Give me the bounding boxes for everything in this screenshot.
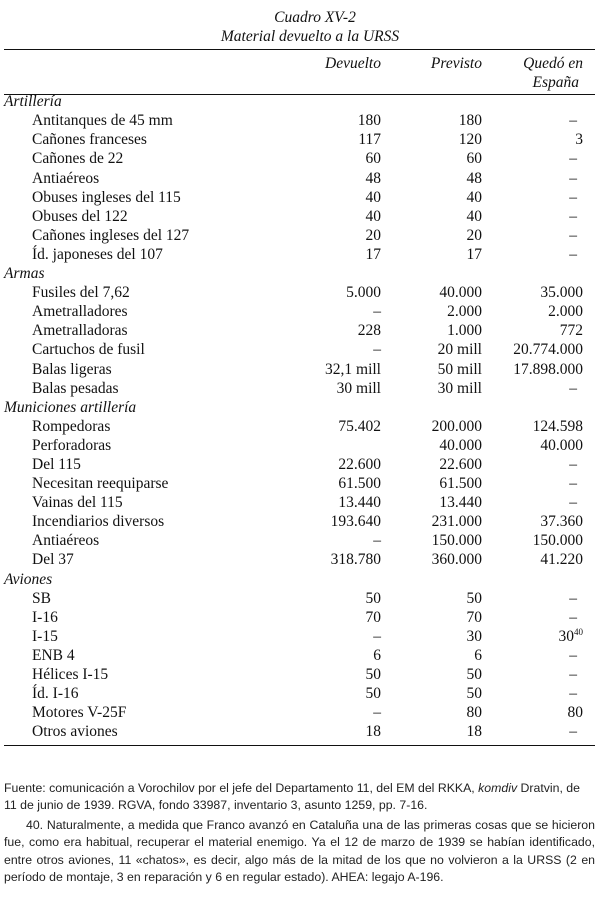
cell-devuelto: – <box>373 532 381 550</box>
row-label: Cartuchos de fusil <box>32 341 145 359</box>
bottom-rule <box>4 745 595 746</box>
cell-quedo: – <box>569 245 577 263</box>
cell-quedo: 17.898.000 <box>513 360 583 378</box>
cell-quedo: – <box>569 685 577 703</box>
cell-devuelto: 60 <box>365 150 381 168</box>
table-row <box>4 627 595 646</box>
row-label: Balas ligeras <box>32 360 112 378</box>
table-row <box>4 130 595 149</box>
cell-quedo: 20.774.000 <box>513 341 583 359</box>
cell-previsto: 120 <box>458 131 482 149</box>
cell-previsto: 80 <box>466 704 482 722</box>
row-label: Perforadoras <box>32 436 112 454</box>
cell-quedo: 41.220 <box>540 551 583 569</box>
cell-devuelto: 13.440 <box>338 494 381 512</box>
cell-quedo: 80 <box>567 704 583 722</box>
table-row <box>4 226 595 245</box>
cell-devuelto: 318.780 <box>330 551 381 569</box>
row-label: Íd. japoneses del 107 <box>32 245 163 263</box>
cell-devuelto: 40 <box>365 207 381 225</box>
cell-devuelto: 228 <box>357 322 381 340</box>
row-label: Ametralladores <box>32 303 128 321</box>
table-row <box>4 474 595 493</box>
footnote-ref: 40 <box>574 626 583 637</box>
cell-quedo: 124.598 <box>532 417 583 435</box>
cell-previsto: 48 <box>466 169 482 187</box>
col-header-devuelto: Devuelto <box>325 55 381 72</box>
table-row <box>4 360 595 379</box>
col-header-quedo: Quedó en <box>523 55 583 72</box>
row-label: Incendiarios diversos <box>32 513 165 531</box>
table-row <box>4 207 595 226</box>
row-label: Motores V-25F <box>32 704 127 722</box>
cell-quedo <box>487 627 595 646</box>
material-table <box>4 54 595 741</box>
row-label: Cañones franceses <box>32 131 147 149</box>
cell-quedo: – <box>569 494 577 512</box>
table-row <box>4 149 595 168</box>
cell-devuelto: 50 <box>365 666 381 683</box>
cell-previsto: 1.000 <box>447 322 482 340</box>
cell-quedo: – <box>569 475 577 493</box>
section-title: Municiones artillería <box>4 398 137 416</box>
col-header-espana: España <box>532 74 579 92</box>
header-rule <box>4 94 595 95</box>
row-label: ENB 4 <box>32 646 75 664</box>
row-label: I-15 <box>32 627 58 645</box>
cell-previsto: 17 <box>466 245 482 263</box>
caption-table-title: Material devuelto a la URSS <box>220 28 400 45</box>
cell-devuelto: 180 <box>357 112 381 130</box>
cell-previsto: 6 <box>474 646 482 664</box>
cell-previsto: 40 <box>466 188 482 206</box>
cell-previsto: 30 mill <box>437 379 482 397</box>
table-row <box>4 493 595 512</box>
table-row <box>4 646 595 665</box>
cell-previsto: 61.500 <box>439 475 482 493</box>
cell-previsto: 231.000 <box>431 513 482 531</box>
cell-devuelto: 50 <box>365 685 381 703</box>
footnote-text: Naturalmente, a medida que Franco avanzó en Cataluña una de las primeras cosas que se hicieron fue, como era habitual, recuperar el material enemigo. Ya el 12 de marzo de 1939 se habían identificado, entre otros aviones, 11 «chatos», es decir, algo más de la mitad de los que no volvieron a la URSS (2 en período de montaje, 3 en reparación y 6 en regular estado). AHEA: legajo A-196. <box>4 818 595 885</box>
table-row <box>4 379 595 398</box>
row-label: Otros aviones <box>32 723 118 741</box>
cell-quedo: – <box>569 207 577 225</box>
cell-devuelto: 193.640 <box>330 513 381 531</box>
cell-quedo: – <box>569 646 577 664</box>
cell-devuelto: 32,1 mill <box>325 360 381 378</box>
source-text-2: Dratvin, de 11 de junio de 1939. RGVA, fondo 33987, inventario 3, asunto 1259, pp. 7-16. <box>4 781 580 812</box>
cell-quedo: – <box>569 589 577 607</box>
cell-devuelto: 30 mill <box>336 379 381 397</box>
table-row <box>4 245 595 264</box>
cell-previsto: 18 <box>466 723 482 741</box>
cell-quedo: – <box>569 608 577 626</box>
row-label: Vainas del 115 <box>32 494 123 512</box>
cell-previsto: 150.000 <box>431 532 482 550</box>
table-row <box>4 722 595 741</box>
cell-quedo: 3 <box>575 131 583 149</box>
table-row <box>4 283 595 302</box>
cell-quedo: 2.000 <box>548 303 583 321</box>
cell-quedo: 37.360 <box>540 513 583 531</box>
cell-previsto: 180 <box>458 112 482 130</box>
cell-quedo: 35.000 <box>540 284 583 302</box>
row-label: SB <box>32 589 51 607</box>
row-label: Antiaéreos <box>32 532 100 550</box>
section-row <box>4 92 595 111</box>
table-row <box>4 589 595 608</box>
cell-previsto: 50 mill <box>437 360 482 378</box>
cell-quedo: 40.000 <box>540 436 583 454</box>
table-row <box>4 455 595 474</box>
row-label: Obuses del 122 <box>32 207 128 225</box>
cell-devuelto: – <box>373 341 381 359</box>
top-rule <box>4 49 595 50</box>
cell-devuelto <box>284 436 383 455</box>
cell-previsto: 30 <box>466 627 482 645</box>
cell-previsto: 40.000 <box>439 284 482 302</box>
cell-quedo: – <box>569 723 577 741</box>
row-label: Antiaéreos <box>32 169 100 187</box>
cell-devuelto: – <box>373 303 381 321</box>
section-row <box>4 264 595 283</box>
row-label: Cañones de 22 <box>32 150 124 168</box>
table-row <box>4 512 595 531</box>
section-title: Artillería <box>4 93 62 111</box>
table-row <box>4 302 595 321</box>
cell-quedo: 150.000 <box>532 532 583 550</box>
cell-previsto: 50 <box>466 666 482 683</box>
footnote-40 <box>4 817 595 887</box>
cell-devuelto: 5.000 <box>346 284 381 302</box>
table-row <box>4 608 595 627</box>
col-header-previsto: Previsto <box>430 55 482 72</box>
row-label: Obuses ingleses del 115 <box>32 188 181 206</box>
footnote-number: 40. <box>26 818 44 832</box>
cell-previsto: 360.000 <box>431 551 482 569</box>
cell-previsto: 40.000 <box>439 436 482 454</box>
cell-value: 30 <box>558 627 574 645</box>
table-row <box>4 665 595 684</box>
cell-devuelto: 117 <box>358 131 381 149</box>
cell-quedo: – <box>569 226 577 244</box>
row-label: Antitanques de 45 mm <box>32 112 173 130</box>
table-row <box>4 169 595 188</box>
cell-quedo: – <box>569 188 577 206</box>
table-row <box>4 550 595 569</box>
cell-devuelto: 6 <box>373 646 381 664</box>
table-row <box>4 111 595 130</box>
cell-devuelto: 20 <box>365 226 381 244</box>
cell-quedo: – <box>569 150 577 168</box>
cell-previsto: 60 <box>466 150 482 168</box>
cell-devuelto: 22.600 <box>338 455 381 473</box>
cell-devuelto: – <box>373 704 381 722</box>
source-text-1: Fuente: comunicación a Vorochilov por el jefe del Departamento 11, del EM del RKKA, <box>4 781 479 795</box>
cell-previsto: 20 mill <box>437 341 482 359</box>
cell-devuelto: 50 <box>365 589 381 607</box>
row-label: Ametralladoras <box>32 322 128 340</box>
cell-devuelto: – <box>373 627 381 645</box>
row-label: Rompedoras <box>32 417 111 435</box>
row-label: Necesitan reequiparse <box>32 475 169 493</box>
cell-quedo: – <box>569 112 577 130</box>
cell-devuelto: 17 <box>365 245 381 263</box>
row-label: Del 115 <box>32 455 81 473</box>
row-label: Íd. I-16 <box>32 685 79 703</box>
cell-quedo: 772 <box>559 322 583 340</box>
table-row <box>4 436 595 455</box>
cell-previsto: 200.000 <box>431 417 482 435</box>
section-row <box>4 398 595 417</box>
cell-quedo: – <box>569 666 577 683</box>
section-row <box>4 570 595 589</box>
row-label: Hélices I-15 <box>32 666 109 683</box>
cell-devuelto: 70 <box>365 608 381 626</box>
table-row <box>4 340 595 359</box>
table-row <box>4 417 595 436</box>
table-body <box>4 92 595 741</box>
cell-devuelto: 18 <box>365 723 381 741</box>
row-label: Fusiles del 7,62 <box>32 284 130 302</box>
caption-table-number: Cuadro XV-2 <box>274 9 356 26</box>
table-row <box>4 321 595 340</box>
cell-previsto: 70 <box>466 608 482 626</box>
table-header <box>4 54 595 92</box>
cell-previsto: 22.600 <box>439 455 482 473</box>
source-italic: komdiv <box>478 781 518 795</box>
row-label: Cañones ingleses del 127 <box>32 226 190 244</box>
source-note <box>4 780 595 814</box>
cell-devuelto: 75.402 <box>338 417 381 435</box>
row-label: I-16 <box>32 608 58 626</box>
table-row <box>4 703 595 722</box>
cell-quedo: – <box>569 455 577 473</box>
section-title: Armas <box>4 265 45 283</box>
row-label: Balas pesadas <box>32 379 119 397</box>
table-row <box>4 684 595 703</box>
cell-quedo: – <box>569 379 577 397</box>
table-row <box>4 188 595 207</box>
cell-previsto: 20 <box>466 226 482 244</box>
cell-devuelto: 40 <box>365 188 381 206</box>
cell-previsto: 40 <box>466 207 482 225</box>
cell-previsto: 50 <box>466 685 482 703</box>
cell-devuelto: 61.500 <box>338 475 381 493</box>
row-label: Del 37 <box>32 551 74 569</box>
cell-devuelto: 48 <box>365 169 381 187</box>
cell-previsto: 13.440 <box>439 494 482 512</box>
section-title: Aviones <box>4 570 53 588</box>
table-caption <box>0 0 600 46</box>
cell-previsto: 50 <box>466 589 482 607</box>
table-row <box>4 531 595 550</box>
cell-quedo: – <box>569 169 577 187</box>
cell-previsto: 2.000 <box>447 303 482 321</box>
